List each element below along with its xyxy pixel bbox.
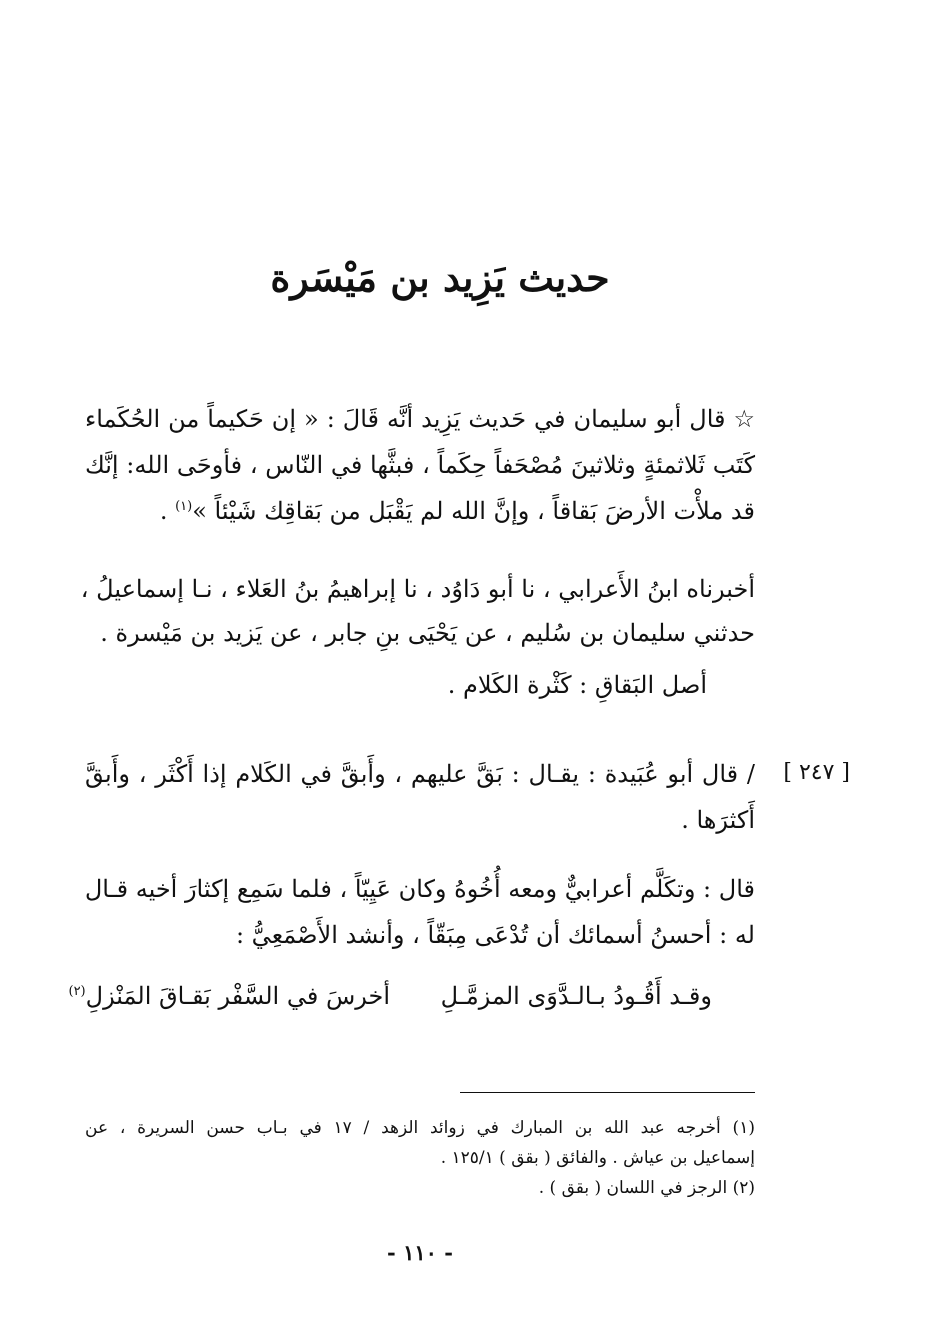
paragraph-bedouin	[85, 875, 755, 967]
paragraph-line: أصل البَقاقِ : كَثْرة الكَلام .	[447, 671, 707, 699]
verse-first-hemistich: وقـد أَقُـودُ بـالـدَّوَى المزمَّـلِ	[440, 982, 712, 1010]
footnote-line: إسماعيل بن عياش . والفائق ( بقق ) ١٢٥/١ .	[440, 1148, 755, 1168]
paragraph-line: أَكثرَها .	[681, 806, 755, 834]
paragraph-isnad	[80, 575, 755, 715]
paragraph-line: أخبرناه ابنُ الأَعرابي ، نا أبو دَاوُد ، نا إبراهيمُ بنُ العَلاء ، نـا إسماعيلُ ،	[80, 575, 755, 603]
paragraph-line: قال : وتكَلَّم أعرابيٌّ ومعه أُخُوهُ وكان عَيِيّاً ، فلما سَمِع إكثارَ أخيه قـال	[84, 875, 755, 903]
footnote-ref-1: (١)	[175, 499, 193, 514]
footnote-separator	[460, 1092, 755, 1093]
paragraph-line: كَتَب ثَلاثمئةٍ وثلاثينَ مُصْحَفاً حِكَماً ، فبثَّها في النّاس ، فأوحَى الله: إنَّك	[85, 451, 755, 479]
margin-page-reference: [ ٢٤٧ ]	[783, 760, 850, 785]
verse-second-hemistich	[68, 982, 390, 1010]
paragraph-hadith	[85, 405, 755, 543]
page-title: حديث يَزِيد بن مَيْسَرة	[270, 255, 610, 300]
footnote-ref-2: (٢)	[68, 984, 86, 999]
footnote-line: (١) أخرجه عبد الله بن المبارك في زوائد الزهد / ١٧ في بـاب حسن السريرة ، عن	[85, 1118, 755, 1138]
verse-second-hemistich-text: أخرسَ في السَّفْر بَقـاقَ المَنْزلِ	[85, 982, 390, 1010]
paragraph-line: / قال أبو عُبَيدة : يقـال : بَقَّ عليهم ، وأَبقَّ في الكَلام إذا أَكْثَر ، وأَبقَّ	[85, 760, 755, 788]
paragraph-line: حدثني سليمان بن سُليم ، عن يَحْيَى بنِ جابر ، عن يَزيد بن مَيْسرة .	[100, 619, 755, 647]
paragraph-line: له : أحسنُ أسمائك أن تُدْعَى مِبَقّاً ، وأنشد الأَصْمَعِيُّ :	[235, 921, 755, 949]
paragraph-line-text: قد ملأْت الأرضَ بَقاقاً ، وإنَّ الله لم يَقْبَل من بَقاقِك شَيْئاً »	[192, 497, 755, 525]
paragraph-abu-ubayda	[85, 760, 755, 852]
page-number: - ١١٠ -	[387, 1240, 453, 1265]
paragraph-line: قد ملأْت الأرضَ بَقاقاً ، وإنَّ الله لم يَقْبَل من بَقاقِك شَيْئاً »$^{(١)}$ .	[159, 497, 755, 525]
paragraph-line: ☆ قال أبو سليمان في حَديث يَزِيد أنَّه قَالَ : « إن حَكيماً من الحُكَماء	[85, 405, 755, 433]
footnotes	[85, 1118, 755, 1208]
footnote-line: (٢) الرجز في اللسان ( بقق ) .	[538, 1178, 755, 1198]
